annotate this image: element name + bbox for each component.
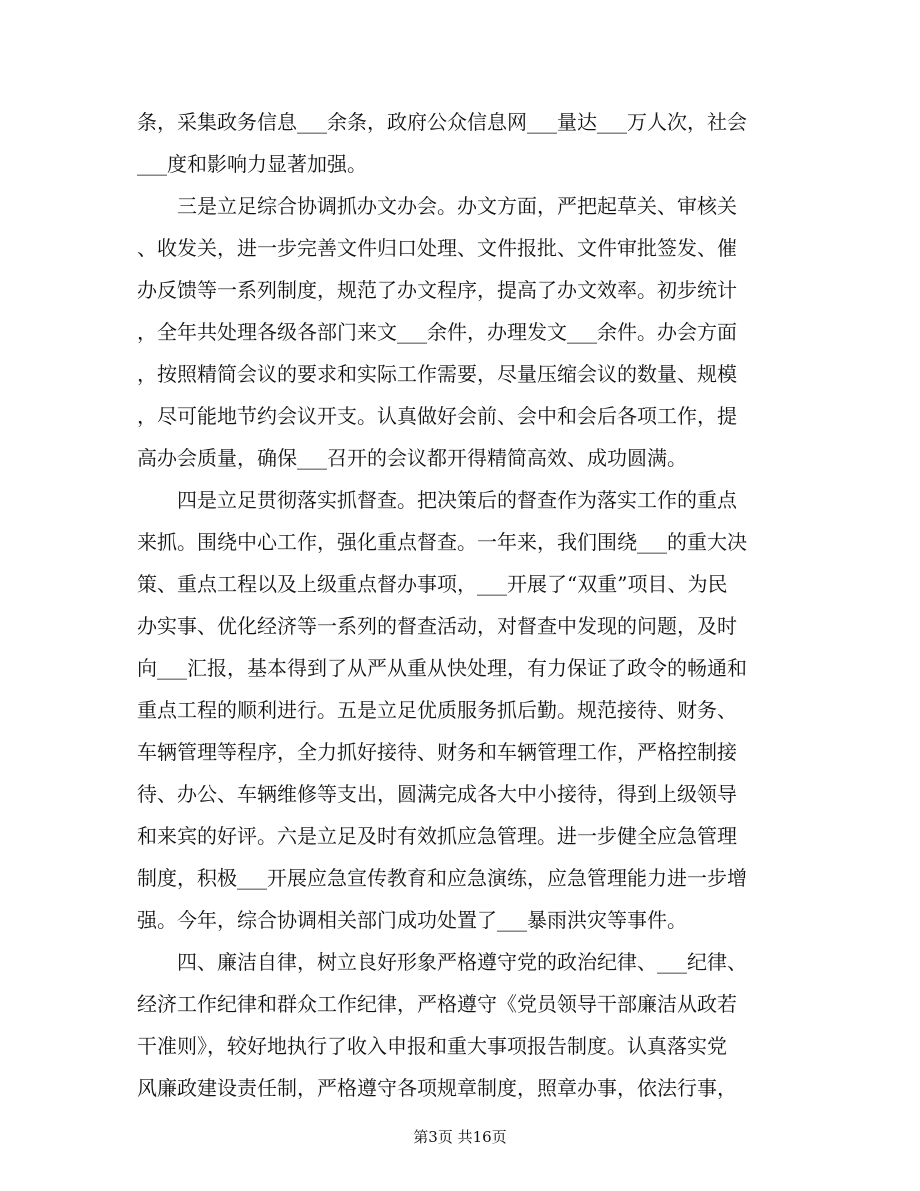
- text-line: 待、办公、车辆维修等支出，圆满完成各大中小接待，得到上级领导: [137, 782, 737, 806]
- text-line: ，尽可能地节约会议开支。认真做好会前、会中和会后各项工作，提: [137, 404, 737, 428]
- text-line: 办反馈等一系列制度，规范了办文程序，提高了办文效率。初步统计: [137, 278, 737, 302]
- text-line: 条，采集政务信息___余条，政府公众信息网___量达___万人次，社会: [137, 110, 747, 134]
- text-line: 车辆管理等程序，全力抓好接待、财务和车辆管理工作，严格控制接: [137, 740, 737, 764]
- text-line: 制度，积极___开展应急宣传教育和应急演练，应急管理能力进一步增: [137, 866, 747, 890]
- text-line: 和来宾的好评。六是立足及时有效抓应急管理。进一步健全应急管理: [137, 824, 737, 848]
- text-line: ，按照精简会议的要求和实际工作需要，尽量压缩会议的数量、规模: [137, 362, 737, 386]
- text-line: 强。今年，综合协调相关部门成功处置了___暴雨洪灾等事件。: [137, 908, 687, 932]
- paragraph-start-line: 三是立足综合协调抓办文办会。办文方面，严把起草关、审核关: [177, 194, 737, 218]
- text-line: 风廉政建设责任制，严格遵守各项规章制度，照章办事，依法行事，: [137, 1076, 737, 1100]
- paragraph-start-line: 四是立足贯彻落实抓督查。把决策后的督查作为落实工作的重点: [177, 488, 737, 512]
- text-line: ，全年共处理各级各部门来文___余件，办理发文___余件。办会方面: [137, 320, 737, 344]
- text-line: 高办会质量，确保___召开的会议都开得精简高效、成功圆满。: [137, 446, 687, 470]
- text-line: 来抓。围绕中心工作，强化重点督查。一年来，我们围绕___的重大决: [137, 530, 747, 554]
- text-line: 办实事、优化经济等一系列的督查活动，对督查中发现的问题，及时: [137, 614, 737, 638]
- paragraph-start-line: 四、廉洁自律，树立良好形象严格遵守党的政治纪律、___纪律、: [177, 950, 747, 974]
- text-line: 重点工程的顺利进行。五是立足优质服务抓后勤。规范接待、财务、: [137, 698, 737, 722]
- text-line: 、收发关，进一步完善文件归口处理、文件报批、文件审批签发、催: [137, 236, 737, 260]
- page-number-footer: 第3页 共16页: [413, 1128, 507, 1146]
- text-line: 干准则》，较好地执行了收入申报和重大事项报告制度。认真落实党: [137, 1034, 727, 1058]
- text-line: 经济工作纪律和群众工作纪律，严格遵守《党员领导干部廉洁从政若: [137, 992, 737, 1016]
- text-line: 向___汇报，基本得到了从严从重从快处理，有力保证了政令的畅通和: [137, 656, 747, 680]
- text-line: 策、重点工程以及上级重点督办事项，___开展了“双重”项目、为民: [137, 572, 728, 596]
- text-line: ___度和影响力显著加强。: [137, 152, 367, 176]
